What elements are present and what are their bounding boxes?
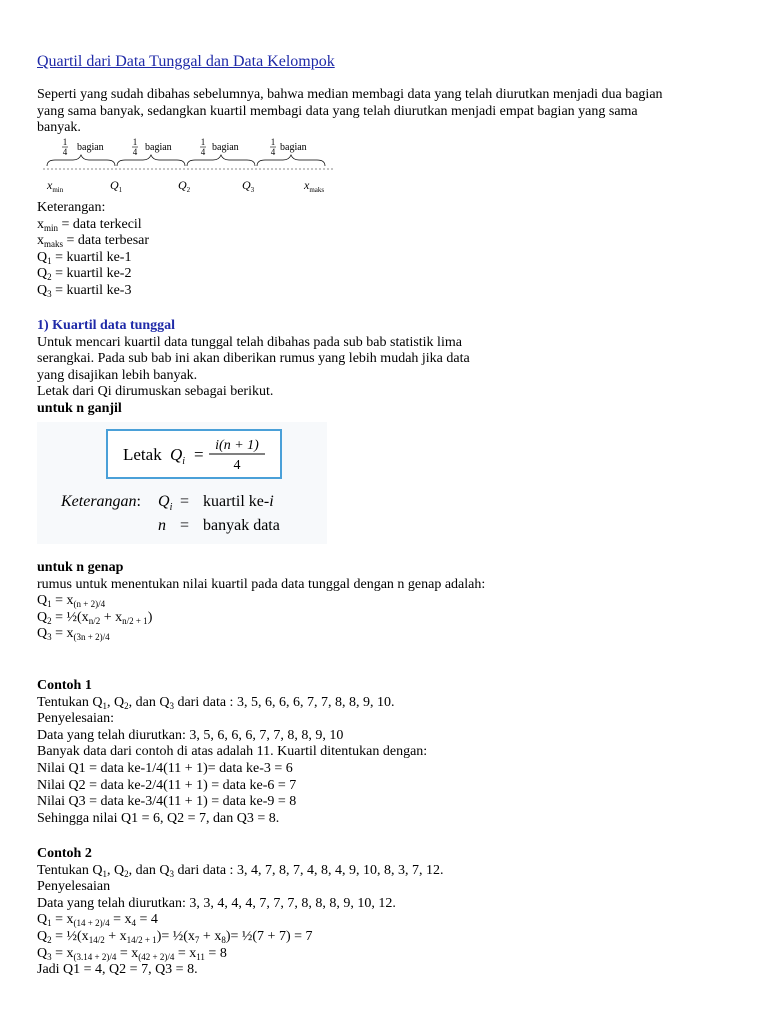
fraction-den: 4	[132, 147, 138, 157]
legend-block	[37, 200, 737, 300]
section-line: yang disajikan lebih banyak.	[37, 367, 198, 383]
example-heading: Contoh 1	[37, 678, 92, 693]
fraction-den: 4	[200, 147, 206, 157]
section-line: Untuk mencari kuartil data tunggal telah dibahas pada sub bab statistik lima	[37, 334, 462, 350]
intro-paragraph	[37, 87, 737, 137]
even-q2-formula: $Q_2$ = $\frac{1}{2}(x_{n/2} + x_{n/2 + 1})$	[37, 609, 153, 626]
example-line: Nilai Q1 = data ke-1/4(11 + 1)= data ke-3 = 6	[37, 760, 293, 776]
page-title[interactable]: Quartil dari Data Tunggal dan Data Kelompok	[37, 53, 335, 70]
example-1	[37, 678, 737, 827]
x-max-label: $x_{maks}$	[304, 178, 325, 194]
fraction-den: 4	[270, 147, 276, 157]
keterangan-label: Keterangan:	[61, 493, 141, 510]
even-heading: untuk n genap	[37, 560, 124, 575]
example-2	[37, 846, 737, 979]
ket-qi-symbol: $Q_i$	[158, 493, 173, 513]
quartile-number-line-figure	[37, 136, 347, 198]
legend-line: $Q_2$ = kuartil ke-2	[37, 266, 132, 283]
equals-sign: =	[194, 445, 204, 464]
q1-label: $Q_1$	[110, 178, 123, 194]
example-task: Tentukan $Q_1$, $Q_2$, dan $Q_3$ dari data : 3, 4, 7, 8, 7, 4, 8, 4, 9, 10, 8, 3, 7, 12.	[37, 862, 444, 879]
fraction-den: 4	[62, 147, 68, 157]
example-heading: Contoh 2	[37, 846, 92, 861]
ket-n-text: banyak data	[203, 517, 280, 534]
example-line: Nilai Q3 = data ke-3/4(11 + 1) = data ke-9 = 8	[37, 794, 297, 810]
example-q2-calc: $Q_2$ = $\frac{1}{2}(x_{14/2} + x_{14/2 + 1})=$ $\frac{1}{2}(x_7 + x_8)=$ ½(7 + 7) = 7	[37, 928, 313, 945]
ket-n-symbol: n	[158, 517, 166, 534]
section-line: Letak dari Qi dirumuskan sebagai berikut.	[37, 384, 274, 400]
legend-line: $x_{maks}$ = data terbesar	[37, 233, 150, 250]
example-line: Data yang telah diurutkan: 3, 3, 4, 4, 4, 7, 7, 7, 8, 8, 8, 9, 10, 12.	[37, 895, 396, 911]
ket-equals: =	[180, 517, 190, 534]
x-min-label: $x_{min}$	[47, 178, 64, 194]
even-desc: rumus untuk menentukan nilai kuartil pada data tunggal dengan n genap adalah:	[37, 576, 486, 592]
ket-equals: =	[180, 493, 190, 510]
example-q3-calc: $Q_3 = x_{(3.14 + 2)/4} = x_{(42 + 2)/4} = x_{11} = 8$	[37, 945, 227, 962]
section-heading: 1) Kuartil data tunggal	[37, 318, 176, 333]
section-single-data	[37, 318, 737, 418]
even-q1-formula: $Q_1 = x_{(n + 2)/4}$	[37, 593, 106, 610]
fraction-num: 1	[270, 137, 276, 147]
letak-label: Letak	[123, 445, 162, 464]
legend-line: $Q_1$ = kuartil ke-1	[37, 249, 132, 266]
legend-heading: Keterangan:	[37, 200, 106, 215]
legend-line: $x_{min}$ = data terkecil	[37, 216, 142, 233]
odd-heading: untuk n ganjil	[37, 400, 122, 416]
example-line: Data yang telah diurutkan: 3, 5, 6, 6, 6, 7, 7, 8, 8, 9, 10	[37, 727, 344, 743]
fraction-num: 1	[62, 137, 68, 147]
example-line: Sehingga nilai Q1 = 6, Q2 = 7, dan Q3 = 8.	[37, 810, 280, 826]
part-label: bagian	[145, 142, 172, 153]
q2-label: $Q_2$	[178, 178, 191, 194]
formula-denominator: 4	[233, 458, 241, 473]
even-section	[37, 560, 737, 643]
example-q1-calc: $Q_1 = x_{(14 + 2)/4} = x_4 = 4$	[37, 912, 158, 929]
qi-symbol: $Q_i$	[170, 445, 186, 467]
example-line: Penyelesaian:	[37, 711, 114, 727]
intro-line: Seperti yang sudah dibahas sebelumnya, bahwa median membagi data yang telah diurutkan menjadi dua bagian	[37, 87, 663, 102]
intro-line: yang sama banyak, sedangkan kuartil membagi data yang telah diurutkan menjadi empat bagian yang sama	[37, 103, 638, 119]
example-task: Tentukan $Q_1$, $Q_2$, dan $Q_3$ dari data : 3, 5, 6, 6, 6, 7, 7, 8, 8, 9, 10.	[37, 694, 395, 711]
ket-qi-text: kuartil ke-i	[203, 493, 274, 510]
legend-line: $Q_3$ = kuartil ke-3	[37, 282, 132, 299]
example-line: Penyelesaian	[37, 879, 111, 895]
formula-numerator: i(n + 1)	[215, 438, 259, 453]
fraction-num: 1	[132, 137, 138, 147]
section-line: serangkai. Pada sub bab ini akan diberikan rumus yang lebih mudah jika data	[37, 351, 470, 367]
part-label: bagian	[280, 142, 307, 153]
example-conclusion: Jadi Q1 = 4, Q2 = 7, Q3 = 8.	[37, 962, 198, 978]
intro-line: banyak.	[37, 120, 81, 136]
odd-formula-figure	[37, 422, 327, 544]
fraction-num: 1	[200, 137, 206, 147]
example-line: Nilai Q2 = data ke-2/4(11 + 1) = data ke-6 = 7	[37, 777, 297, 793]
even-q3-formula: $Q_3 = x_{(3n + 2)/4}$	[37, 626, 110, 643]
example-line: Banyak data dari contoh di atas adalah 11. Kuartil ditentukan dengan:	[37, 744, 428, 760]
part-label: bagian	[77, 142, 104, 153]
q3-label: $Q_3$	[242, 178, 255, 194]
part-label: bagian	[212, 142, 239, 153]
brace-group	[47, 155, 325, 166]
